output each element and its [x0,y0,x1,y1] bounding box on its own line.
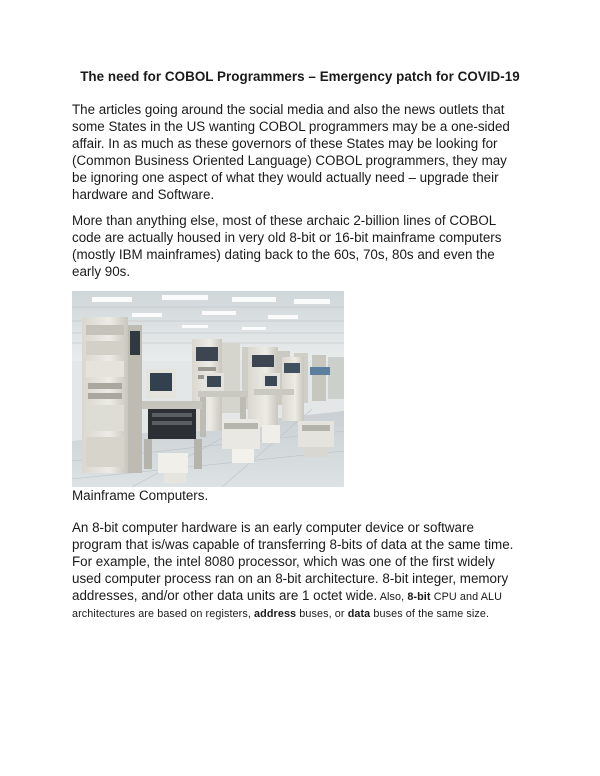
text-run: buses of the same size. [370,608,490,620]
text-run: buses, or [296,608,348,620]
text-line [72,606,542,623]
text-line: hardware and Software. [72,187,215,202]
document-title: The need for COBOL Programmers – Emergency patch for COVID-19 [80,69,520,84]
bold-term: address [254,608,297,620]
text-line: For example, the intel 8080 processor, which was one of the first widely [72,554,495,569]
text-line: used computer process ran on an 8-bit architecture. 8-bit integer, memory [72,571,509,586]
text-line: some States in the US wanting COBOL programmers may be a one-sided [72,119,510,134]
text-run: CPU and ALU [430,591,503,603]
bold-term: data [347,608,371,620]
text-line: be ignoring one aspect of what they would actually need – upgrade their [72,170,499,185]
bold-term: 8-bit [407,591,431,603]
paragraph-intro [72,101,542,203]
text-line: (mostly IBM mainframes) dating back to the 60s, 70s, 80s and even the [72,247,495,262]
text-line: More than anything else, most of these archaic 2-billion lines of COBOL [72,213,497,228]
text-line: An 8-bit computer hardware is an early computer device or software [72,520,474,535]
text-line-with-tail [72,587,542,606]
text-line: program that is/was capable of transferring 8-bits of data at the same time. [72,537,514,552]
text-line: (Common Business Oriented Language) COBOL programmers, they may [72,153,507,168]
text-run: Also, [377,591,408,603]
text-run: architectures are based on registers, [72,608,255,620]
text-run: addresses, and/or other data units are 1 octet wide. [72,588,378,603]
text-line: The articles going around the social media and also the news outlets that [72,102,505,117]
text-line: code are actually housed in very old 8-bit or 16-bit mainframe computers [72,230,502,245]
text-line: early 90s. [72,264,131,279]
text-line: affair. In as much as these governors of these States may be looking for [72,136,498,151]
mainframe-photo [72,291,344,487]
figure-caption: Mainframe Computers. [72,488,209,503]
paragraph-8bit [72,519,542,623]
paragraph-mainframes [72,212,542,280]
